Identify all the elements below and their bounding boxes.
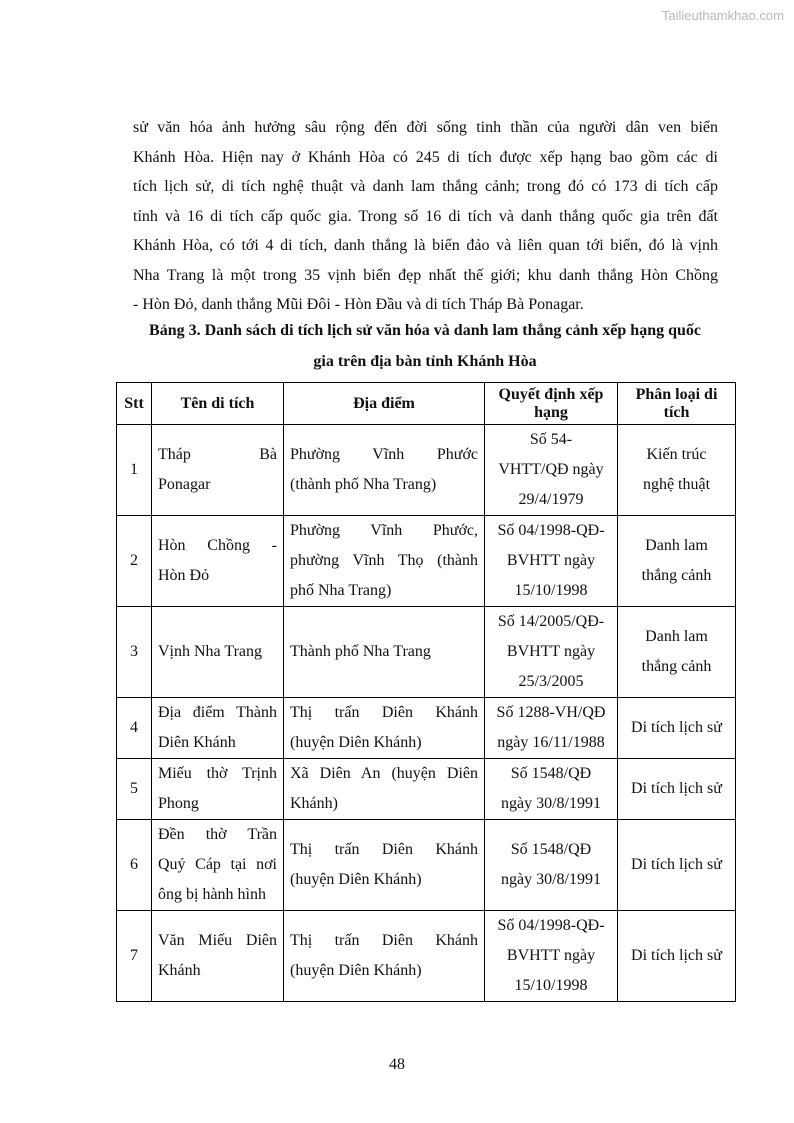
cell-line: nghệ thuật: [642, 476, 711, 493]
cell-name: [152, 820, 284, 911]
cell-line: Vịnh Nha Trang: [158, 643, 263, 660]
header-stt: Stt: [117, 383, 152, 425]
paragraph-line: tỉnh và 16 di tích cấp quốc gia. Trong số 16 di tích và danh thắng quốc gia trên đất: [133, 207, 718, 225]
table-header-row: [117, 383, 736, 425]
cell-line: Khánh: [158, 962, 201, 979]
cell-line: Đền thờ Trần: [158, 826, 277, 843]
cell-stt: 5: [117, 759, 152, 820]
table-row: [117, 607, 736, 698]
cell-line: Văn Miếu Diên: [158, 932, 277, 949]
cell-decision: [485, 607, 618, 698]
cell-classification: [618, 698, 736, 759]
cell-line: Phong: [158, 795, 199, 812]
cell-line: (huyện Diên Khánh): [290, 962, 422, 979]
cell-line: 25/3/2005: [518, 673, 584, 690]
cell-line: Xã Diên An (huyện Diên: [290, 765, 478, 782]
paragraph-line: sử văn hóa ảnh hưởng sâu rộng đến đời sống tinh thần của người dân ven biển: [133, 119, 718, 136]
cell-line: thắng cảnh: [641, 567, 712, 584]
cell-decision: [485, 820, 618, 911]
cell-decision: [485, 425, 618, 516]
cell-location: [284, 607, 485, 698]
cell-classification: [618, 911, 736, 1002]
cell-line: Ponagar: [158, 476, 211, 493]
cell-line: Di tích lịch sử: [631, 856, 722, 873]
cell-line: ngày 30/8/1991: [501, 795, 601, 812]
cell-name: [152, 759, 284, 820]
cell-line: VHTT/QĐ ngày: [498, 461, 604, 478]
cell-line: ngày 16/11/1988: [497, 734, 605, 751]
cell-stt: 6: [117, 820, 152, 911]
header-location: Địa điểm: [284, 383, 485, 425]
cell-line: Phường Vĩnh Phước,: [290, 522, 478, 539]
cell-line: Số 04/1998-QĐ-: [497, 522, 605, 539]
cell-stt: 4: [117, 698, 152, 759]
cell-name: [152, 911, 284, 1002]
cell-line: (huyện Diên Khánh): [290, 734, 422, 751]
cell-line: Số 1548/QĐ: [510, 841, 592, 858]
cell-location: [284, 911, 485, 1002]
cell-line: Kiến trúc: [646, 446, 707, 463]
cell-name: [152, 607, 284, 698]
cell-line: Thành phố Nha Trang: [290, 643, 431, 660]
body-paragraph: [133, 113, 718, 320]
cell-line: 29/4/1979: [518, 491, 584, 508]
cell-line: ông bị hành hình: [158, 886, 266, 903]
cell-line: phố Nha Trang): [290, 582, 392, 599]
cell-line: Khánh): [290, 795, 338, 812]
paragraph-line: Nha Trang là một trong 35 vịnh biển đẹp nhất thế giới; khu danh thắng Hòn Chồng: [133, 266, 718, 284]
cell-line: Thị trấn Diên Khánh: [290, 932, 478, 949]
paragraph-line: Khánh Hòa. Hiện nay ở Khánh Hòa có 245 di tích được xếp hạng bao gồm các di: [133, 148, 718, 166]
cell-line: 15/10/1998: [514, 582, 588, 599]
paragraph-line: tích lịch sử, di tích nghệ thuật và danh lam thắng cảnh; trong đó có 173 di tích cấp: [133, 178, 718, 195]
paragraph-line: - Hòn Đỏ, danh thắng Mũi Đôi - Hòn Đầu và di tích Tháp Bà Ponagar.: [133, 296, 584, 313]
cell-name: [152, 698, 284, 759]
cell-line: BVHTT ngày: [506, 947, 596, 964]
cell-line: Số 14/2005/QĐ-: [497, 613, 605, 630]
cell-line: BVHTT ngày: [506, 643, 596, 660]
cell-line: Hòn Đỏ: [158, 567, 210, 584]
cell-stt: 7: [117, 911, 152, 1002]
cell-decision: [485, 911, 618, 1002]
cell-line: Số 1548/QĐ: [510, 765, 592, 782]
cell-classification: [618, 425, 736, 516]
monuments-table: [116, 382, 736, 1002]
cell-line: BVHTT ngày: [506, 552, 596, 569]
table-row: [117, 820, 736, 911]
cell-decision: [485, 759, 618, 820]
cell-classification: [618, 759, 736, 820]
cell-decision: [485, 698, 618, 759]
cell-location: [284, 425, 485, 516]
cell-line: Số 1288-VH/QĐ: [496, 704, 606, 721]
cell-line: Di tích lịch sử: [631, 719, 722, 736]
cell-stt: 3: [117, 607, 152, 698]
header-name: Tên di tích: [152, 383, 284, 425]
table-row: [117, 698, 736, 759]
table-row: [117, 425, 736, 516]
header-decision: Quyết định xếp hạng: [485, 383, 618, 425]
cell-name: [152, 425, 284, 516]
cell-line: Diên Khánh: [158, 734, 236, 751]
table-row: [117, 516, 736, 607]
cell-line: Phường Vĩnh Phước: [290, 446, 478, 463]
cell-stt: 1: [117, 425, 152, 516]
cell-line: Thị trấn Diên Khánh: [290, 841, 478, 858]
cell-name: [152, 516, 284, 607]
cell-location: [284, 759, 485, 820]
cell-line: Danh lam: [645, 537, 708, 554]
cell-line: Quý Cáp tại nơi: [158, 856, 277, 873]
cell-line: Địa điểm Thành: [158, 704, 277, 721]
table-caption-line1: Bảng 3. Danh sách di tích lịch sử văn hóa và danh lam thắng cảnh xếp hạng quốc: [149, 322, 701, 339]
cell-classification: [618, 820, 736, 911]
watermark: Tailieuthamkhao.com: [661, 8, 784, 23]
cell-line: Hòn Chồng -: [158, 537, 277, 554]
cell-location: [284, 698, 485, 759]
cell-line: Di tích lịch sử: [631, 780, 722, 797]
cell-decision: [485, 516, 618, 607]
table-caption-line2: gia trên địa bàn tỉnh Khánh Hòa: [313, 353, 537, 370]
cell-classification: [618, 607, 736, 698]
cell-line: (thành phố Nha Trang): [290, 476, 437, 493]
cell-line: Số 04/1998-QĐ-: [497, 917, 605, 934]
page-number: 48: [389, 1056, 405, 1073]
cell-classification: [618, 516, 736, 607]
cell-line: Di tích lịch sử: [631, 947, 722, 964]
cell-stt: 2: [117, 516, 152, 607]
table-row: [117, 911, 736, 1002]
cell-line: Danh lam: [645, 628, 708, 645]
cell-line: (huyện Diên Khánh): [290, 871, 422, 888]
cell-line: ngày 30/8/1991: [501, 871, 601, 888]
cell-line: Miếu thờ Trịnh: [158, 765, 277, 782]
paragraph-line: Khánh Hòa, có tới 4 di tích, danh thắng là biển đảo và liên quan tới biển, đó là vịnh: [133, 237, 718, 254]
cell-line: Thị trấn Diên Khánh: [290, 704, 478, 721]
cell-line: Tháp Bà: [158, 446, 277, 463]
cell-line: thắng cảnh: [641, 658, 712, 675]
cell-line: Số 54-: [529, 431, 573, 448]
cell-line: phường Vĩnh Thọ (thành: [290, 552, 478, 569]
cell-line: 15/10/1998: [514, 977, 588, 994]
table-row: [117, 759, 736, 820]
cell-location: [284, 820, 485, 911]
header-classification: Phân loại di tích: [618, 383, 736, 425]
cell-location: [284, 516, 485, 607]
